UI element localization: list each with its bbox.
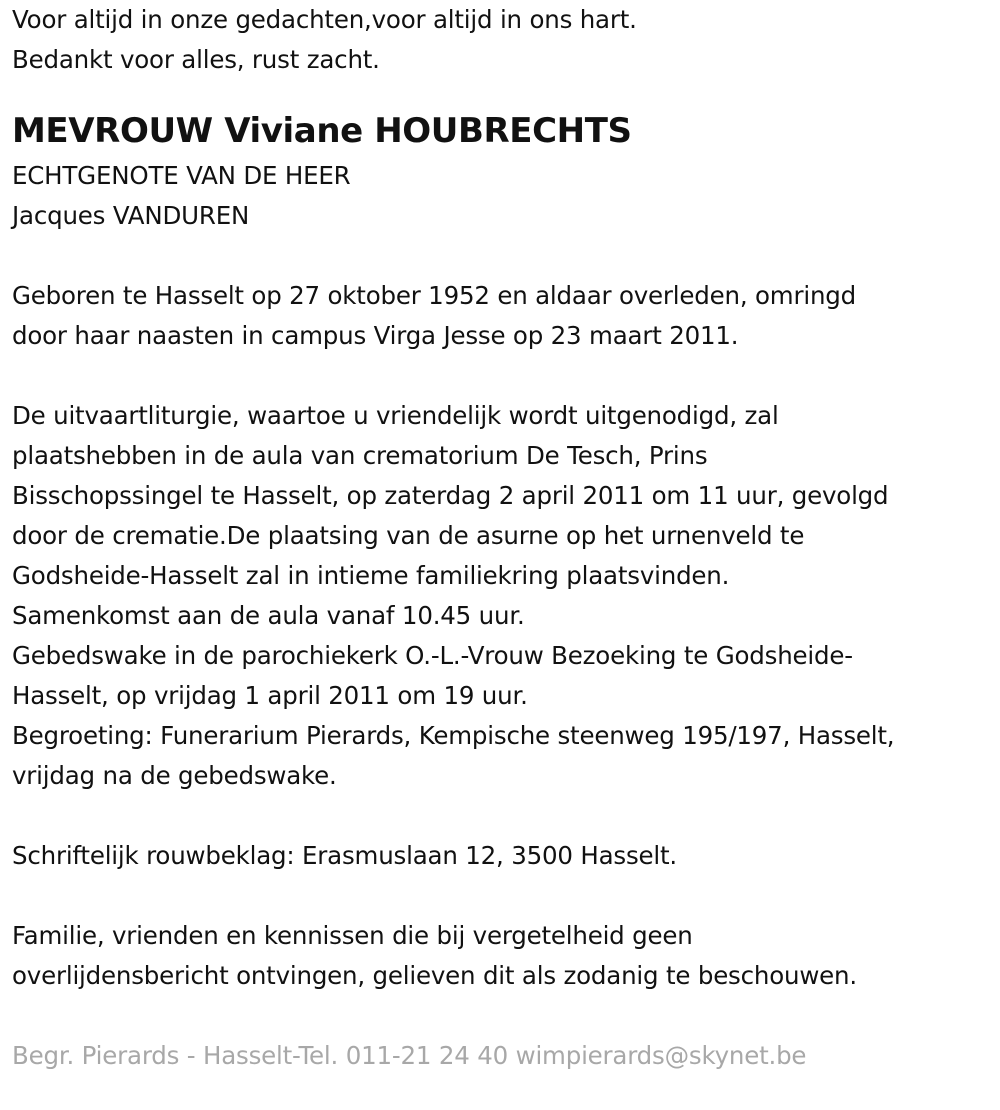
paragraph-line: Gebedswake in de parochiekerk O.-L.-Vrouw Bezoeking te Godsheide- xyxy=(12,641,853,670)
deceased-name: MEVROUW Viviane HOUBRECHTS xyxy=(12,111,632,151)
motto-line: Voor altijd in onze gedachten,voor altijd in ons hart. xyxy=(12,5,637,34)
relation-block xyxy=(12,156,992,236)
funeral-home-footer: Begr. Pierards - Hasselt-Tel. 011-21 24 40 wimpierards@skynet.be xyxy=(12,1041,807,1070)
paragraph-line: door de crematie.De plaatsing van de asurne op het urnenveld te xyxy=(12,521,805,550)
paragraph-line: Familie, vrienden en kennissen die bij vergetelheid geen xyxy=(12,921,693,950)
paragraph-line: Samenkomst aan de aula vanaf 10.45 uur. xyxy=(12,601,525,630)
relation-line: ECHTGENOTE VAN DE HEER xyxy=(12,161,351,190)
motto-line: Bedankt voor alles, rust zacht. xyxy=(12,45,380,74)
paragraph-line: door haar naasten in campus Virga Jesse op 23 maart 2011. xyxy=(12,321,739,350)
paragraph-line: De uitvaartliturgie, waartoe u vriendelijk wordt uitgenodigd, zal xyxy=(12,401,779,430)
paragraph-line: Geboren te Hasselt op 27 oktober 1952 en aldaar overleden, omringd xyxy=(12,281,856,310)
notice-paragraph xyxy=(12,916,992,996)
paragraph-line: Bisschopssingel te Hasselt, op zaterdag 2 april 2011 om 11 uur, gevolgd xyxy=(12,481,889,510)
paragraph-line: Godsheide-Hasselt zal in intieme familiekring plaatsvinden. xyxy=(12,561,730,590)
obituary-notice xyxy=(12,0,992,1076)
paragraph-line: plaatshebben in de aula van crematorium De Tesch, Prins xyxy=(12,441,708,470)
paragraph-line: Schriftelijk rouwbeklag: Erasmuslaan 12, 3500 Hasselt. xyxy=(12,841,677,870)
ceremony-paragraph xyxy=(12,396,992,796)
paragraph-line: vrijdag na de gebedswake. xyxy=(12,761,337,790)
paragraph-line: overlijdensbericht ontvingen, gelieven dit als zodanig te beschouwen. xyxy=(12,961,857,990)
condolence-paragraph xyxy=(12,836,992,876)
birth-death-paragraph xyxy=(12,276,992,356)
paragraph-line: Hasselt, op vrijdag 1 april 2011 om 19 uur. xyxy=(12,681,528,710)
paragraph-line: Begroeting: Funerarium Pierards, Kempische steenweg 195/197, Hasselt, xyxy=(12,721,895,750)
relation-line: Jacques VANDUREN xyxy=(12,201,250,230)
motto-block xyxy=(12,0,992,80)
